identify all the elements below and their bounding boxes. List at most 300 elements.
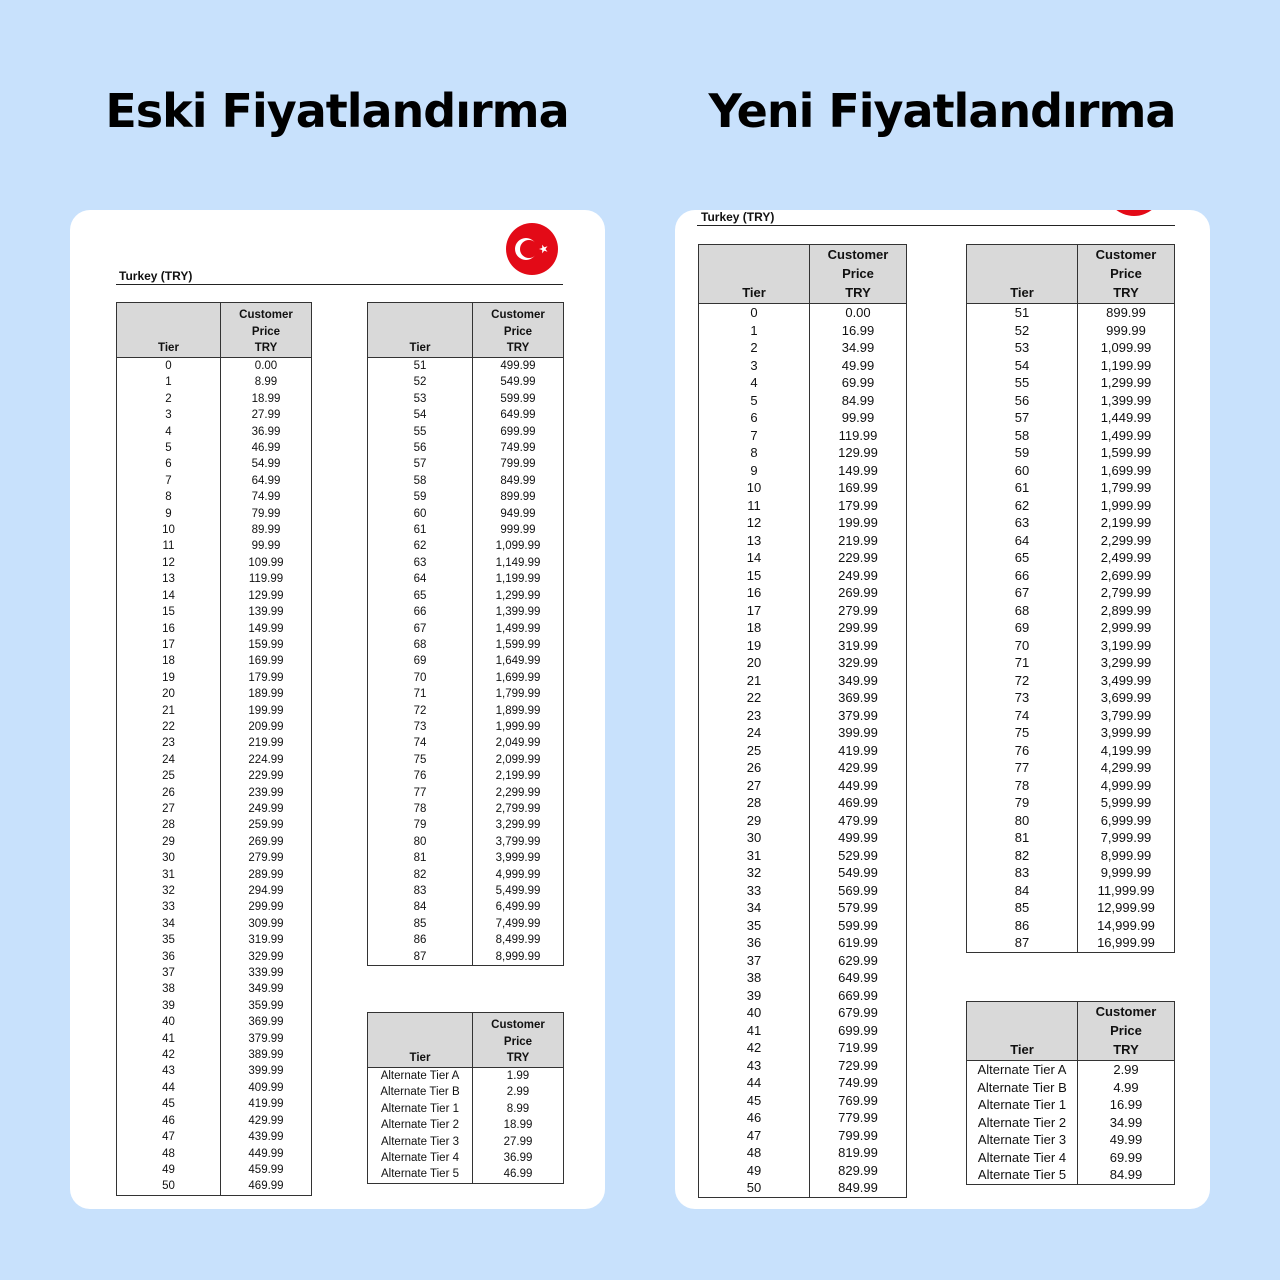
old-pricing-card xyxy=(70,210,605,1209)
tier-cell: 51 xyxy=(967,304,1078,322)
tier-row xyxy=(117,1014,312,1030)
tier-row xyxy=(699,1162,907,1180)
tier-row xyxy=(967,934,1175,952)
tier-cell: 50 xyxy=(117,1178,221,1195)
price-cell: 249.99 xyxy=(810,567,907,585)
price-cell: 3,999.99 xyxy=(473,850,564,866)
tier-row xyxy=(967,812,1175,830)
tier-row xyxy=(368,1068,564,1085)
price-cell: 14,999.99 xyxy=(1078,917,1175,935)
tier-cell: 30 xyxy=(117,850,221,866)
tier-cell: Alternate Tier 5 xyxy=(368,1166,473,1183)
tier-row xyxy=(117,981,312,997)
price-cell: 349.99 xyxy=(810,672,907,690)
tier-cell: 41 xyxy=(117,1031,221,1047)
price-cell: 829.99 xyxy=(810,1162,907,1180)
price-cell: 159.99 xyxy=(221,637,312,653)
tier-row xyxy=(368,752,564,768)
title-rule xyxy=(697,225,1175,226)
price-cell: 1,999.99 xyxy=(1078,497,1175,515)
price-cell: 229.99 xyxy=(810,549,907,567)
tier-row xyxy=(699,759,907,777)
tier-cell: 77 xyxy=(368,785,473,801)
tier-cell: 28 xyxy=(117,817,221,833)
tier-row xyxy=(699,602,907,620)
tier-cell: 59 xyxy=(967,444,1078,462)
price-cell: 999.99 xyxy=(1078,322,1175,340)
tier-row xyxy=(967,829,1175,847)
tier-row xyxy=(699,1092,907,1110)
tier-cell: 24 xyxy=(117,752,221,768)
tier-row xyxy=(368,817,564,833)
price-cell: 2.99 xyxy=(473,1084,564,1100)
price-cell: 369.99 xyxy=(810,689,907,707)
tier-row xyxy=(967,322,1175,340)
tier-cell: 71 xyxy=(967,654,1078,672)
tier-row xyxy=(967,392,1175,410)
price-cell: 2,299.99 xyxy=(1078,532,1175,550)
price-cell: 1,149.99 xyxy=(473,555,564,571)
tier-cell: 30 xyxy=(699,829,810,847)
tier-row xyxy=(967,479,1175,497)
tier-row xyxy=(967,1166,1175,1184)
tier-row xyxy=(368,506,564,522)
tier-cell: 6 xyxy=(117,456,221,472)
tier-cell: 17 xyxy=(117,637,221,653)
price-cell: 419.99 xyxy=(810,742,907,760)
tier-row xyxy=(368,1166,564,1183)
tier-cell: 14 xyxy=(699,549,810,567)
tier-cell: 65 xyxy=(368,588,473,604)
tier-row xyxy=(368,932,564,948)
tier-cell: 34 xyxy=(699,899,810,917)
price-cell: 439.99 xyxy=(221,1129,312,1145)
tier-cell: 27 xyxy=(699,777,810,795)
tier-cell: 29 xyxy=(699,812,810,830)
tier-row xyxy=(368,604,564,620)
tier-row xyxy=(117,965,312,981)
tier-cell: 47 xyxy=(699,1127,810,1145)
tier-row xyxy=(967,444,1175,462)
tier-cell: Alternate Tier 2 xyxy=(967,1114,1078,1132)
tier-row xyxy=(967,637,1175,655)
tier-cell: 26 xyxy=(117,785,221,801)
price-cell: 1,499.99 xyxy=(473,621,564,637)
old-tiers-51-87-table xyxy=(367,302,564,966)
tier-row xyxy=(967,339,1175,357)
price-cell: 3,799.99 xyxy=(1078,707,1175,725)
tier-row xyxy=(967,899,1175,917)
price-cell: 18.99 xyxy=(473,1117,564,1133)
tier-row xyxy=(699,374,907,392)
tier-cell: Alternate Tier A xyxy=(368,1068,473,1085)
price-cell: 149.99 xyxy=(810,462,907,480)
tier-cell: 83 xyxy=(967,864,1078,882)
tier-cell: 32 xyxy=(699,864,810,882)
price-cell: 2,199.99 xyxy=(473,768,564,784)
price-cell: 209.99 xyxy=(221,719,312,735)
price-cell: 2.99 xyxy=(1078,1061,1175,1079)
tier-cell: 11 xyxy=(699,497,810,515)
tier-cell: 74 xyxy=(967,707,1078,725)
tier-row xyxy=(368,391,564,407)
tier-cell: 3 xyxy=(699,357,810,375)
tier-row xyxy=(699,637,907,655)
price-cell: 4,299.99 xyxy=(1078,759,1175,777)
price-cell: 819.99 xyxy=(810,1144,907,1162)
tier-cell: Alternate Tier A xyxy=(967,1061,1078,1079)
tier-row xyxy=(368,850,564,866)
tier-row xyxy=(117,522,312,538)
price-cell: 319.99 xyxy=(810,637,907,655)
tier-cell: 52 xyxy=(967,322,1078,340)
price-cell: 619.99 xyxy=(810,934,907,952)
tier-row xyxy=(117,670,312,686)
price-cell: 749.99 xyxy=(810,1074,907,1092)
tier-cell: Alternate Tier 4 xyxy=(967,1149,1078,1167)
price-cell: 3,199.99 xyxy=(1078,637,1175,655)
tier-cell: 20 xyxy=(699,654,810,672)
price-cell: 5,999.99 xyxy=(1078,794,1175,812)
price-cell: 12,999.99 xyxy=(1078,899,1175,917)
tier-row xyxy=(117,686,312,702)
tier-cell: 36 xyxy=(117,949,221,965)
price-cell: 549.99 xyxy=(473,374,564,390)
tier-row xyxy=(117,801,312,817)
price-cell: 289.99 xyxy=(221,867,312,883)
tier-cell: 87 xyxy=(967,934,1078,952)
price-cell: 459.99 xyxy=(221,1162,312,1178)
price-cell: 18.99 xyxy=(221,391,312,407)
tier-cell: 68 xyxy=(368,637,473,653)
tier-cell: 55 xyxy=(967,374,1078,392)
price-cell: 1,299.99 xyxy=(1078,374,1175,392)
tier-cell: 62 xyxy=(368,538,473,554)
tier-row xyxy=(368,735,564,751)
price-cell: 729.99 xyxy=(810,1057,907,1075)
price-cell: 119.99 xyxy=(810,427,907,445)
tier-cell: 25 xyxy=(699,742,810,760)
tier-cell: 62 xyxy=(967,497,1078,515)
price-cell: 74.99 xyxy=(221,489,312,505)
old-alternate-tiers-table xyxy=(367,1012,564,1184)
price-cell: 294.99 xyxy=(221,883,312,899)
tier-row xyxy=(117,949,312,965)
tier-cell: 21 xyxy=(699,672,810,690)
tier-row xyxy=(699,812,907,830)
price-cell: 629.99 xyxy=(810,952,907,970)
tier-cell: 54 xyxy=(368,407,473,423)
price-cell: 4,199.99 xyxy=(1078,742,1175,760)
tier-row xyxy=(117,555,312,571)
tier-cell: 10 xyxy=(117,522,221,538)
tier-row xyxy=(117,703,312,719)
price-cell: 1,599.99 xyxy=(473,637,564,653)
tier-row xyxy=(699,1039,907,1057)
tier-cell: 85 xyxy=(368,916,473,932)
price-cell: 224.99 xyxy=(221,752,312,768)
tier-cell: 37 xyxy=(699,952,810,970)
price-cell: 679.99 xyxy=(810,1004,907,1022)
price-cell: 46.99 xyxy=(473,1166,564,1183)
tier-row xyxy=(699,987,907,1005)
tier-row xyxy=(699,917,907,935)
tier-cell: 57 xyxy=(967,409,1078,427)
tier-row xyxy=(117,1178,312,1195)
price-cell: 549.99 xyxy=(810,864,907,882)
price-cell: 69.99 xyxy=(1078,1149,1175,1167)
tier-cell: 37 xyxy=(117,965,221,981)
tier-row xyxy=(967,1061,1175,1079)
price-cell: 269.99 xyxy=(221,834,312,850)
tier-cell: 35 xyxy=(699,917,810,935)
tier-cell: 47 xyxy=(117,1129,221,1145)
tier-row xyxy=(699,934,907,952)
price-cell: 649.99 xyxy=(810,969,907,987)
tier-cell: 9 xyxy=(699,462,810,480)
price-cell: 449.99 xyxy=(810,777,907,795)
tier-cell: 64 xyxy=(967,532,1078,550)
tier-cell: 73 xyxy=(368,719,473,735)
tier-row xyxy=(117,424,312,440)
tier-cell: 33 xyxy=(699,882,810,900)
tier-cell: 43 xyxy=(117,1063,221,1079)
tier-row xyxy=(699,864,907,882)
price-cell: 299.99 xyxy=(810,619,907,637)
tier-row xyxy=(699,339,907,357)
price-cell: 119.99 xyxy=(221,571,312,587)
tier-row xyxy=(967,777,1175,795)
tier-cell: 15 xyxy=(117,604,221,620)
tier-row xyxy=(699,427,907,445)
price-cell: 2,899.99 xyxy=(1078,602,1175,620)
tier-row xyxy=(368,899,564,915)
tier-cell: 46 xyxy=(699,1109,810,1127)
tier-cell: 60 xyxy=(967,462,1078,480)
tier-row xyxy=(368,653,564,669)
tier-row xyxy=(117,1080,312,1096)
price-cell: 3,999.99 xyxy=(1078,724,1175,742)
price-cell: 2,099.99 xyxy=(473,752,564,768)
tier-row xyxy=(699,1109,907,1127)
tier-cell: 66 xyxy=(368,604,473,620)
tier-cell: 58 xyxy=(967,427,1078,445)
tier-row xyxy=(117,850,312,866)
tier-cell: 46 xyxy=(117,1113,221,1129)
tier-row xyxy=(368,424,564,440)
price-cell: 1,399.99 xyxy=(473,604,564,620)
tier-row xyxy=(368,883,564,899)
tier-row xyxy=(368,621,564,637)
turkey-flag-icon xyxy=(1105,210,1163,216)
tier-row xyxy=(699,899,907,917)
price-cell: 769.99 xyxy=(810,1092,907,1110)
tier-cell: 83 xyxy=(368,883,473,899)
title-rule xyxy=(116,284,563,285)
tier-row xyxy=(368,703,564,719)
tier-row xyxy=(967,549,1175,567)
price-cell: 4.99 xyxy=(1078,1079,1175,1097)
tier-row xyxy=(967,707,1175,725)
tier-cell: 1 xyxy=(699,322,810,340)
tier-cell: Alternate Tier 1 xyxy=(368,1101,473,1117)
tier-row xyxy=(117,867,312,883)
price-cell: 799.99 xyxy=(473,456,564,472)
price-cell: 54.99 xyxy=(221,456,312,472)
price-cell: 11,999.99 xyxy=(1078,882,1175,900)
tier-row xyxy=(967,672,1175,690)
tier-cell: 38 xyxy=(699,969,810,987)
tier-cell: 18 xyxy=(699,619,810,637)
price-cell: 349.99 xyxy=(221,981,312,997)
tier-cell: 21 xyxy=(117,703,221,719)
tier-cell: 78 xyxy=(368,801,473,817)
price-cell: 27.99 xyxy=(221,407,312,423)
tier-row xyxy=(368,834,564,850)
tier-cell: Alternate Tier 4 xyxy=(368,1150,473,1166)
tier-row xyxy=(967,497,1175,515)
tier-row xyxy=(117,1162,312,1178)
tier-row xyxy=(368,768,564,784)
price-cell: 399.99 xyxy=(810,724,907,742)
tier-row xyxy=(368,407,564,423)
tier-cell: 67 xyxy=(967,584,1078,602)
tier-cell: 64 xyxy=(368,571,473,587)
price-header: Customer Price TRY xyxy=(810,245,907,304)
price-cell: 2,799.99 xyxy=(473,801,564,817)
tier-header: Tier xyxy=(117,303,221,358)
tier-cell: 81 xyxy=(368,850,473,866)
tier-row xyxy=(368,440,564,456)
tier-row xyxy=(117,506,312,522)
tier-cell: 56 xyxy=(967,392,1078,410)
tier-cell: 67 xyxy=(368,621,473,637)
price-cell: 1,099.99 xyxy=(1078,339,1175,357)
price-cell: 16,999.99 xyxy=(1078,934,1175,952)
tier-row xyxy=(117,1096,312,1112)
tier-cell: 44 xyxy=(117,1080,221,1096)
tier-cell: 38 xyxy=(117,981,221,997)
tier-cell: 76 xyxy=(368,768,473,784)
tier-cell: 5 xyxy=(117,440,221,456)
price-cell: 849.99 xyxy=(473,473,564,489)
tier-row xyxy=(368,637,564,653)
tier-cell: 16 xyxy=(699,584,810,602)
tier-cell: 61 xyxy=(967,479,1078,497)
price-cell: 649.99 xyxy=(473,407,564,423)
tier-row xyxy=(368,785,564,801)
tier-row xyxy=(967,357,1175,375)
price-cell: 219.99 xyxy=(221,735,312,751)
tier-cell: 81 xyxy=(967,829,1078,847)
price-cell: 3,299.99 xyxy=(473,817,564,833)
tier-cell: 5 xyxy=(699,392,810,410)
old-tiers-0-50-table xyxy=(116,302,312,1196)
price-cell: 179.99 xyxy=(221,670,312,686)
price-cell: 429.99 xyxy=(221,1113,312,1129)
price-cell: 249.99 xyxy=(221,801,312,817)
price-cell: 1,799.99 xyxy=(1078,479,1175,497)
tier-cell: 29 xyxy=(117,834,221,850)
tier-row xyxy=(117,440,312,456)
tier-row xyxy=(117,653,312,669)
tier-cell: 43 xyxy=(699,1057,810,1075)
tier-row xyxy=(117,456,312,472)
tier-row xyxy=(117,1129,312,1145)
price-cell: 27.99 xyxy=(473,1134,564,1150)
tier-cell: 36 xyxy=(699,934,810,952)
price-cell: 699.99 xyxy=(810,1022,907,1040)
tier-cell: 23 xyxy=(699,707,810,725)
tier-row xyxy=(117,374,312,390)
tier-row xyxy=(967,427,1175,445)
price-cell: 219.99 xyxy=(810,532,907,550)
price-cell: 34.99 xyxy=(810,339,907,357)
tier-row xyxy=(967,1096,1175,1114)
tier-row xyxy=(117,998,312,1014)
tier-row xyxy=(699,409,907,427)
tier-cell: 79 xyxy=(967,794,1078,812)
tier-row xyxy=(967,1149,1175,1167)
price-cell: 2,299.99 xyxy=(473,785,564,801)
tier-row xyxy=(967,882,1175,900)
price-cell: 1,699.99 xyxy=(1078,462,1175,480)
tier-cell: 80 xyxy=(967,812,1078,830)
tier-cell: 15 xyxy=(699,567,810,585)
price-cell: 369.99 xyxy=(221,1014,312,1030)
tier-cell: 13 xyxy=(699,532,810,550)
tier-cell: 68 xyxy=(967,602,1078,620)
price-cell: 329.99 xyxy=(221,949,312,965)
tier-row xyxy=(699,514,907,532)
price-cell: 8,999.99 xyxy=(1078,847,1175,865)
price-cell: 1,099.99 xyxy=(473,538,564,554)
price-cell: 1,699.99 xyxy=(473,670,564,686)
tier-row xyxy=(967,374,1175,392)
tier-cell: Alternate Tier 3 xyxy=(368,1134,473,1150)
tier-row xyxy=(117,1047,312,1063)
tier-row xyxy=(117,834,312,850)
tier-cell: Alternate Tier 3 xyxy=(967,1131,1078,1149)
tier-row xyxy=(967,619,1175,637)
tier-row xyxy=(117,1146,312,1162)
tier-row xyxy=(368,719,564,735)
price-cell: 379.99 xyxy=(810,707,907,725)
tier-cell: 66 xyxy=(967,567,1078,585)
price-cell: 599.99 xyxy=(810,917,907,935)
tier-row xyxy=(967,567,1175,585)
tier-row xyxy=(967,847,1175,865)
tier-cell: 72 xyxy=(368,703,473,719)
turkey-flag-icon xyxy=(506,223,558,275)
price-cell: 4,999.99 xyxy=(473,867,564,883)
price-cell: 49.99 xyxy=(1078,1131,1175,1149)
tier-cell: 11 xyxy=(117,538,221,554)
tier-row xyxy=(699,322,907,340)
tier-cell: 53 xyxy=(368,391,473,407)
tier-row xyxy=(368,358,564,375)
tier-row xyxy=(117,538,312,554)
tier-cell: 49 xyxy=(699,1162,810,1180)
tier-cell: 33 xyxy=(117,899,221,915)
tier-row xyxy=(699,672,907,690)
tier-cell: 69 xyxy=(368,653,473,669)
price-cell: 46.99 xyxy=(221,440,312,456)
tier-cell: 58 xyxy=(368,473,473,489)
price-cell: 469.99 xyxy=(810,794,907,812)
tier-cell: 31 xyxy=(699,847,810,865)
new-tiers-0-50-table xyxy=(698,244,907,1198)
